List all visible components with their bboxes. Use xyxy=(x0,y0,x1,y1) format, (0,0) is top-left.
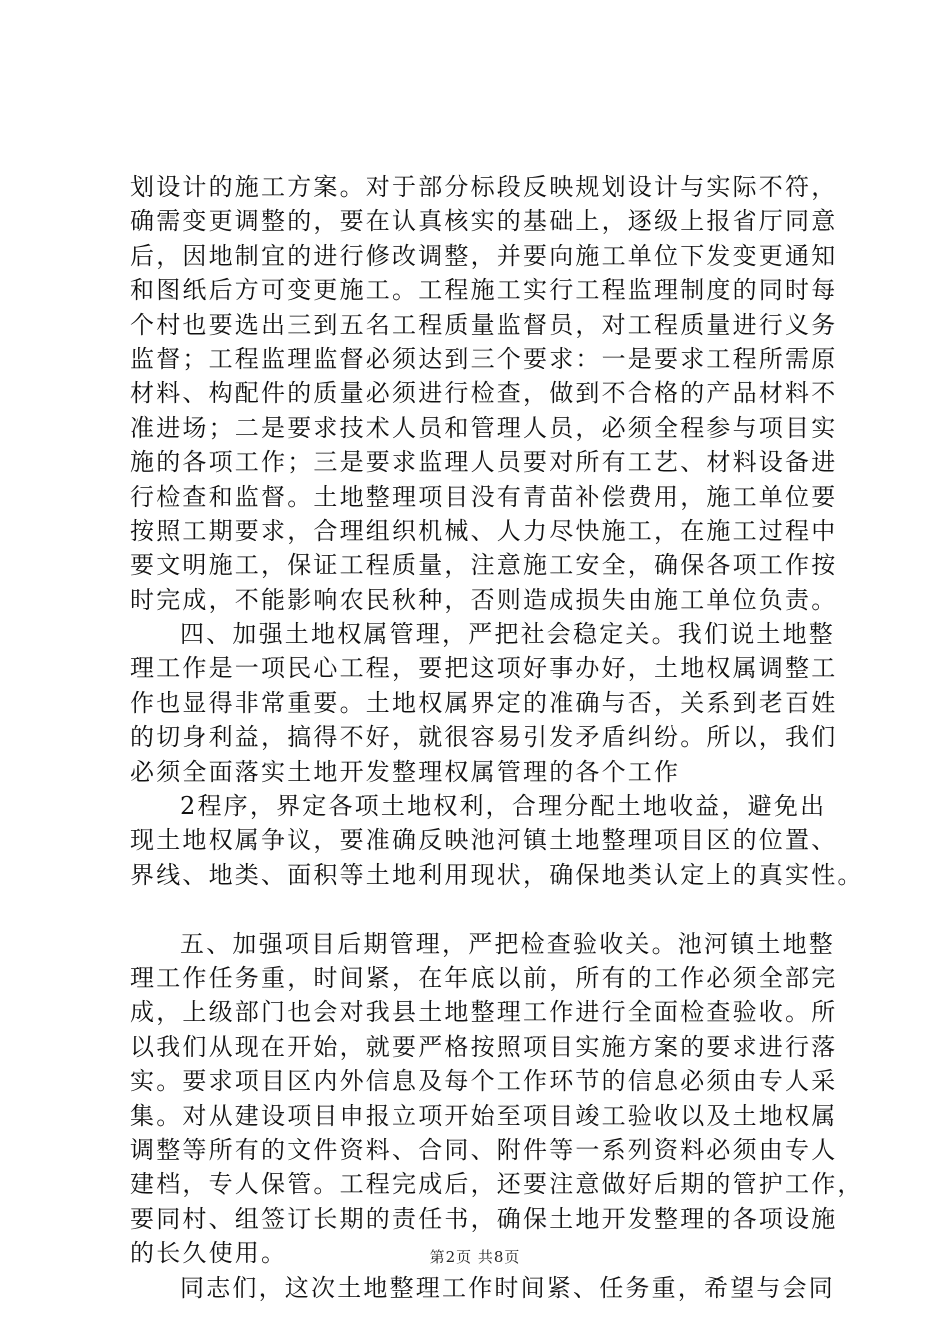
body-text xyxy=(130,170,864,1305)
text-line: 要同村、组签订长期的责任书，确保土地开发整理的各项设施 xyxy=(130,1204,838,1233)
text-line: 材料、构配件的质量必须进行检查，做到不合格的产品材料不 xyxy=(130,379,838,408)
text-line: 划设计的施工方案。对于部分标段反映规划设计与实际不符， xyxy=(130,173,838,201)
text-line: 施的各项工作；三是要求监理人员要对所有工艺、材料设备进 xyxy=(130,448,838,477)
text-line: 理工作任务重，时间紧，在年底以前，所有的工作必须全部完 xyxy=(130,963,838,992)
text-line: 确需变更调整的，要在认真核实的基础上，逐级上报省厅同意 xyxy=(130,207,838,236)
text-line: 成，上级部门也会对我县土地整理工作进行全面检查验收。所 xyxy=(130,998,838,1027)
text-line: 作也显得非常重要。土地权属界定的准确与否，关系到老百姓 xyxy=(130,688,838,717)
paragraph-start-line: 同志们，这次土地整理工作时间紧、任务重，希望与会同 xyxy=(180,1273,835,1302)
text-line: 必须全面落实土地开发整理权属管理的各个工作 xyxy=(130,757,681,786)
text-line: 调整等所有的文件资料、合同、附件等一系列资料必须由专人 xyxy=(130,1135,838,1164)
paragraph-gap xyxy=(130,892,840,926)
paragraph-start-line: 2程序，界定各项土地权利，合理分配土地收益，避免出 xyxy=(180,792,827,821)
text-line: 按照工期要求，合理组织机械、人力尽快施工，在施工过程中 xyxy=(130,516,838,545)
text-line: 行检查和监督。土地整理项目没有青苗补偿费用，施工单位要 xyxy=(130,482,838,511)
text-line: 时完成，不能影响农民秋种，否则造成损失由施工单位负责。 xyxy=(130,585,838,614)
text-line: 后，因地制宜的进行修改调整，并要向施工单位下发变更通知 xyxy=(130,241,838,270)
text-line: 的长久使用。 xyxy=(130,1239,288,1268)
text-line: 界线、地类、面积等土地利用现状，确保地类认定上的真实性。 xyxy=(130,860,864,889)
text-line: 理工作是一项民心工程，要把这项好事办好，土地权属调整工 xyxy=(130,654,838,683)
text-line: 要文明施工，保证工程质量，注意施工安全，确保各项工作按 xyxy=(130,551,838,580)
text-line: 建档，专人保管。工程完成后，还要注意做好后期的管护工作， xyxy=(130,1170,864,1199)
paragraph-start-line: 四、加强土地权属管理，严把社会稳定关。我们说土地整 xyxy=(180,620,835,649)
text-line: 准进场；二是要求技术人员和管理人员，必须全程参与项目实 xyxy=(130,413,838,442)
text-line: 监督；工程监理监督必须达到三个要求：一是要求工程所需原 xyxy=(130,344,838,373)
page-footer: 第2页 共8页 xyxy=(429,1248,521,1266)
paragraph-start-line: 五、加强项目后期管理，严把检查验收关。池河镇土地整 xyxy=(180,929,835,958)
text-line: 现土地权属争议，要准确反映池河镇土地整理项目区的位置、 xyxy=(130,826,838,855)
text-line: 个村也要选出三到五名工程质量监督员，对工程质量进行义务 xyxy=(130,310,838,339)
text-line: 集。对从建设项目申报立项开始至项目竣工验收以及土地权属 xyxy=(130,1101,838,1130)
text-line: 的切身利益，搞得不好，就很容易引发矛盾纠纷。所以，我们 xyxy=(130,723,838,752)
text-line: 实。要求项目区内外信息及每个工作环节的信息必须由专人采 xyxy=(130,1067,838,1096)
text-line: 以我们从现在开始，就要严格按照项目实施方案的要求进行落 xyxy=(130,1032,838,1061)
text-line: 和图纸后方可变更施工。工程施工实行工程监理制度的同时每 xyxy=(130,276,838,305)
